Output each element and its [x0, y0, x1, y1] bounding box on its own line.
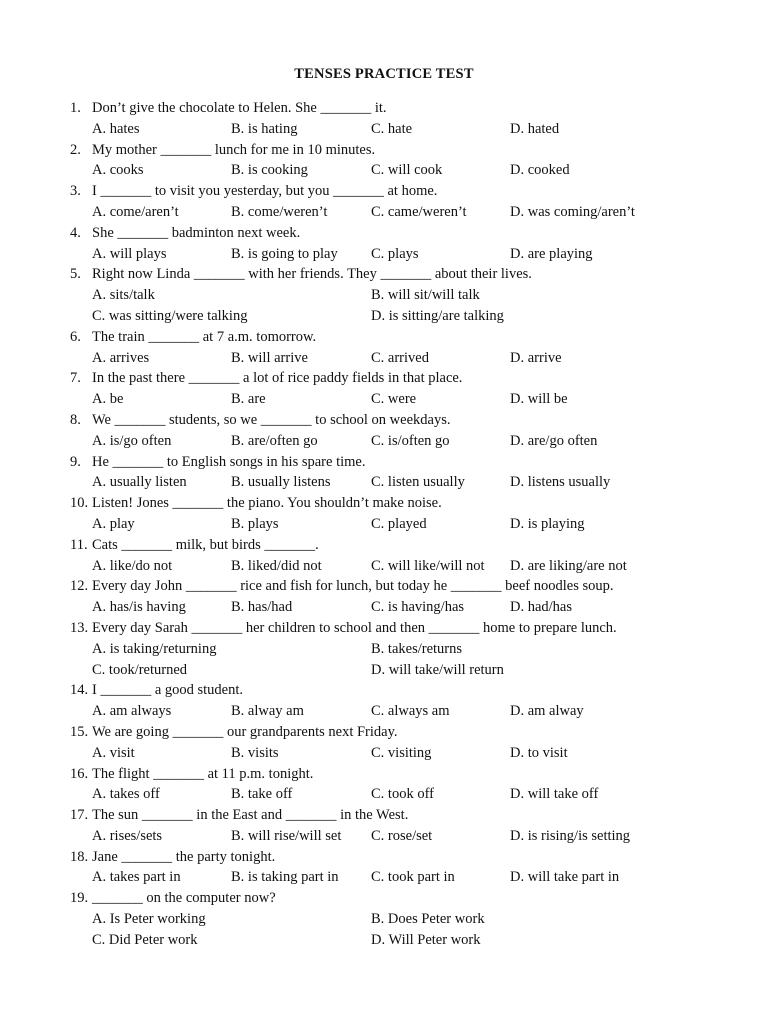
- question-number: 10.: [70, 495, 89, 512]
- question-text: Every day Sarah _______ her children to school and then _______ home to prepare lunch.: [92, 619, 617, 636]
- answer-option: D. is sitting/are talking: [371, 307, 504, 324]
- options-line: [0, 431, 768, 452]
- question-number: 4.: [70, 224, 81, 241]
- question-number: 7.: [70, 370, 81, 387]
- answer-option: B. has/had: [231, 599, 293, 616]
- answer-option: A. is/go often: [92, 432, 172, 449]
- options-line: [0, 160, 768, 181]
- answer-option: B. visits: [231, 744, 279, 761]
- answer-option: C. plays: [371, 245, 419, 262]
- question-text: He _______ to English songs in his spare time.: [92, 453, 366, 470]
- options-line: [0, 348, 768, 369]
- options-line: [0, 514, 768, 535]
- question-line: [0, 535, 768, 556]
- question-number: 8.: [70, 411, 81, 428]
- question-line: [0, 223, 768, 244]
- answer-option: C. played: [371, 515, 427, 532]
- answer-option: D. are playing: [510, 245, 593, 262]
- answer-option: A. usually listen: [92, 474, 187, 491]
- answer-option: C. will like/will not: [371, 557, 485, 574]
- answer-option: B. are: [231, 391, 266, 408]
- options-line: [0, 701, 768, 722]
- options-line: [0, 660, 768, 681]
- answer-option: B. will rise/will set: [231, 827, 342, 844]
- answer-option: A. like/do not: [92, 557, 173, 574]
- answer-option: A. be: [92, 391, 124, 408]
- options-line: [0, 930, 768, 951]
- answer-option: A. has/is having: [92, 599, 186, 616]
- question-line: [0, 847, 768, 868]
- answer-option: D. listens usually: [510, 474, 611, 491]
- answer-option: A. come/aren’t: [92, 203, 179, 220]
- question-number: 6.: [70, 328, 81, 345]
- answer-option: B. is cooking: [231, 162, 308, 179]
- question-line: [0, 140, 768, 161]
- answer-option: A. Is Peter working: [92, 911, 206, 928]
- question-text: The train _______ at 7 a.m. tomorrow.: [92, 328, 317, 345]
- answer-option: D. arrive: [510, 349, 562, 366]
- answer-option: B. take off: [231, 786, 293, 803]
- answer-option: B. is taking part in: [231, 869, 339, 886]
- answer-option: A. will plays: [92, 245, 167, 262]
- question-text: Listen! Jones _______ the piano. You shouldn’t make noise.: [92, 495, 442, 512]
- answer-option: D. will take/will return: [371, 661, 504, 678]
- question-line: [0, 888, 768, 909]
- answer-option: D. was coming/aren’t: [510, 203, 635, 220]
- question-text: The flight _______ at 11 p.m. tonight.: [92, 765, 314, 782]
- question-list: [0, 98, 768, 951]
- question-text: Cats _______ milk, but birds _______.: [92, 536, 319, 553]
- options-line: [0, 639, 768, 660]
- options-line: [0, 285, 768, 306]
- answer-option: D. will be: [510, 391, 568, 408]
- question-line: [0, 410, 768, 431]
- answer-option: C. Did Peter work: [92, 931, 198, 948]
- answer-option: A. is taking/returning: [92, 640, 217, 657]
- answer-option: C. hate: [371, 120, 413, 137]
- answer-option: C. took/returned: [92, 661, 188, 678]
- answer-option: C. listen usually: [371, 474, 465, 491]
- answer-option: D. to visit: [510, 744, 568, 761]
- answer-option: C. always am: [371, 703, 450, 720]
- options-line: [0, 306, 768, 327]
- question-number: 17.: [70, 807, 89, 824]
- options-line: [0, 909, 768, 930]
- answer-option: A. sits/talk: [92, 287, 155, 304]
- answer-option: B. come/weren’t: [231, 203, 328, 220]
- options-line: [0, 867, 768, 888]
- question-number: 16.: [70, 765, 89, 782]
- answer-option: D. is rising/is setting: [510, 827, 631, 844]
- answer-option: B. are/often go: [231, 432, 318, 449]
- answer-option: A. am always: [92, 703, 172, 720]
- question-number: 2.: [70, 141, 81, 158]
- answer-option: C. visiting: [371, 744, 432, 761]
- question-text: My mother _______ lunch for me in 10 minutes.: [92, 141, 376, 158]
- answer-option: A. rises/sets: [92, 827, 163, 844]
- question-line: [0, 368, 768, 389]
- question-text: I _______ a good student.: [92, 682, 244, 699]
- answer-option: C. is/often go: [371, 432, 450, 449]
- answer-option: D. will take part in: [510, 869, 620, 886]
- options-line: [0, 472, 768, 493]
- answer-option: A. visit: [92, 744, 135, 761]
- question-text: Right now Linda _______ with her friends. They _______ about their lives.: [92, 266, 532, 283]
- question-number: 1.: [70, 100, 81, 116]
- answer-option: D. is playing: [510, 515, 585, 532]
- answer-option: B. is going to play: [231, 245, 338, 262]
- answer-option: D. cooked: [510, 162, 570, 179]
- question-text: She _______ badminton next week.: [92, 224, 301, 241]
- question-number: 9.: [70, 453, 81, 470]
- answer-option: C. rose/set: [371, 827, 433, 844]
- options-line: [0, 202, 768, 223]
- answer-option: C. will cook: [371, 162, 443, 179]
- options-line: [0, 826, 768, 847]
- question-line: [0, 264, 768, 285]
- question-number: 19.: [70, 890, 89, 907]
- question-text: Jane _______ the party tonight.: [92, 848, 276, 865]
- question-text: I _______ to visit you yesterday, but you _______ at home.: [92, 183, 438, 200]
- answer-option: A. arrives: [92, 349, 150, 366]
- question-text: Every day John _______ rice and fish for lunch, but today he _______ beef noodles soup.: [92, 578, 614, 595]
- answer-option: B. will arrive: [231, 349, 308, 366]
- question-text: We _______ students, so we _______ to school on weekdays.: [92, 411, 451, 428]
- answer-option: A. takes off: [92, 786, 160, 803]
- answer-option: A. hates: [92, 120, 140, 137]
- question-text: Don’t give the chocolate to Helen. She _______ it.: [92, 100, 387, 116]
- answer-option: B. will sit/will talk: [371, 287, 480, 304]
- page-title: TENSES PRACTICE TEST: [294, 66, 474, 82]
- answer-option: D. will take off: [510, 786, 599, 803]
- question-number: 15.: [70, 723, 89, 740]
- question-line: [0, 98, 768, 119]
- answer-option: D. had/has: [510, 599, 573, 616]
- answer-option: B. Does Peter work: [371, 911, 485, 928]
- question-line: [0, 181, 768, 202]
- question-line: [0, 327, 768, 348]
- question-text: The sun _______ in the East and _______ in the West.: [92, 807, 409, 824]
- answer-option: D. are liking/are not: [510, 557, 627, 574]
- question-number: 13.: [70, 619, 89, 636]
- question-number: 12.: [70, 578, 89, 595]
- options-line: [0, 743, 768, 764]
- answer-option: B. takes/returns: [371, 640, 463, 657]
- answer-option: C. is having/has: [371, 599, 465, 616]
- answer-option: D. Will Peter work: [371, 931, 481, 948]
- question-text: _______ on the computer now?: [92, 890, 276, 907]
- question-line: [0, 452, 768, 473]
- question-line: [0, 722, 768, 743]
- answer-option: D. am alway: [510, 703, 584, 720]
- question-line: [0, 680, 768, 701]
- question-text: We are going _______ our grandparents next Friday.: [92, 723, 398, 740]
- answer-option: B. is hating: [231, 120, 298, 137]
- answer-option: A. play: [92, 515, 135, 532]
- answer-option: C. were: [371, 391, 417, 408]
- answer-option: B. plays: [231, 515, 279, 532]
- answer-option: C. arrived: [371, 349, 429, 366]
- options-line: [0, 119, 768, 140]
- question-line: [0, 493, 768, 514]
- question-line: [0, 576, 768, 597]
- options-line: [0, 556, 768, 577]
- answer-option: C. was sitting/were talking: [92, 307, 248, 324]
- question-line: [0, 764, 768, 785]
- question-number: 5.: [70, 266, 81, 283]
- options-line: [0, 389, 768, 410]
- question-text: In the past there _______ a lot of rice paddy fields in that place.: [92, 370, 463, 387]
- question-line: [0, 618, 768, 639]
- answer-option: C. took off: [371, 786, 434, 803]
- answer-option: D. hated: [510, 120, 560, 137]
- answer-option: C. came/weren’t: [371, 203, 467, 220]
- options-line: [0, 784, 768, 805]
- answer-option: B. usually listens: [231, 474, 331, 491]
- options-line: [0, 597, 768, 618]
- answer-option: A. cooks: [92, 162, 144, 179]
- answer-option: C. took part in: [371, 869, 455, 886]
- question-number: 14.: [70, 682, 89, 699]
- question-number: 18.: [70, 848, 89, 865]
- question-number: 3.: [70, 183, 81, 200]
- answer-option: D. are/go often: [510, 432, 598, 449]
- answer-option: A. takes part in: [92, 869, 181, 886]
- answer-option: B. liked/did not: [231, 557, 322, 574]
- options-line: [0, 244, 768, 265]
- question-number: 11.: [70, 536, 88, 553]
- answer-option: B. alway am: [231, 703, 304, 720]
- question-line: [0, 805, 768, 826]
